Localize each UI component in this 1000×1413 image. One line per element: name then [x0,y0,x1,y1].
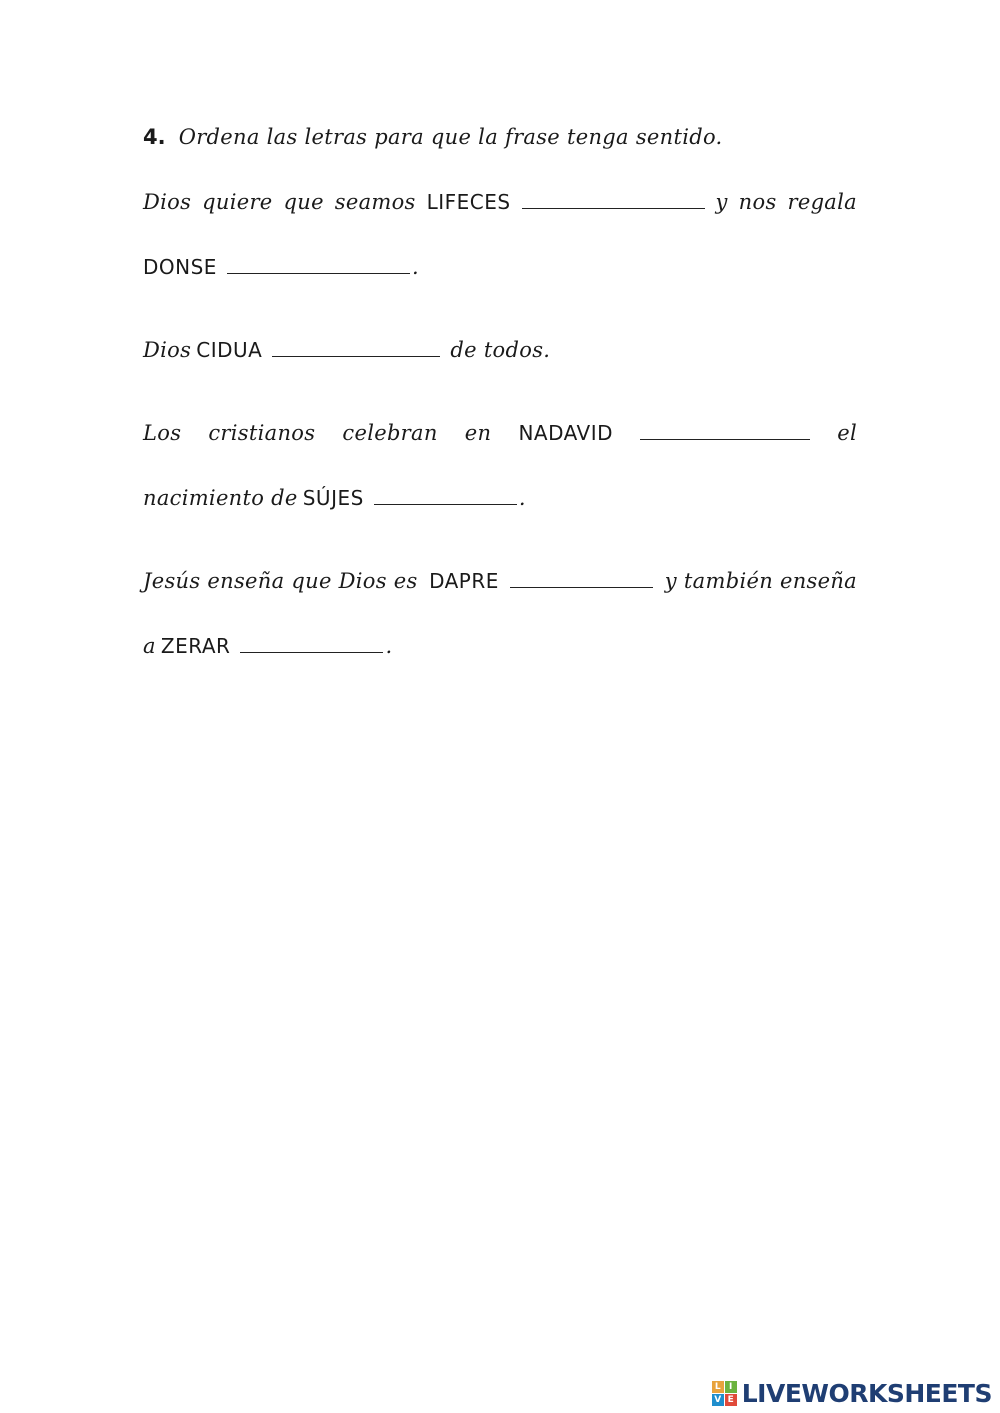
sentence-3-line-2 [143,483,857,513]
liveworksheets-logo[interactable] [712,1378,992,1408]
sentence-4-line-2 [143,631,857,661]
sentence-end: . [411,255,419,279]
sentence-text: de todos. [450,338,551,362]
sentence-2-line-1 [143,335,857,365]
exercise-instruction: Ordena las letras para que la frase tenga sentido. [178,125,723,149]
word: nos [738,190,777,214]
scrambled-word-nadavid: NADAVID [518,421,614,445]
sentence-1-line-1 [143,187,857,217]
answer-blank-5[interactable] [374,484,517,505]
word: cristianos [208,421,316,445]
scrambled-word-lifeces: LIFECES [426,190,511,214]
liveworksheets-icon [712,1381,737,1406]
answer-blank-1[interactable] [522,188,705,209]
scrambled-word-zerar: ZERAR [160,634,231,658]
scrambled-word-dapre: DAPRE [429,569,499,593]
sentence-text: a [143,634,156,658]
sentence-text: nacimiento de [143,486,298,510]
sentence-1-line-2 [143,252,857,282]
answer-blank-2[interactable] [227,253,410,274]
answer-blank-3[interactable] [272,336,440,357]
brand-name: LIVEWORKSHEETS [741,1378,992,1408]
word: seamos [334,190,416,214]
sentence-3-line-1 [143,418,857,448]
scrambled-word-cidua: CIDUA [196,338,263,362]
logo-letter-v: V [712,1394,724,1406]
exercise-heading [143,122,857,152]
word: y [715,190,728,214]
word: regala [787,190,857,214]
scrambled-word-sujes: SÚJES [302,486,364,510]
sentence-text: Dios [143,338,192,362]
answer-blank-4[interactable] [640,419,810,440]
answer-blank-6[interactable] [510,567,653,588]
word: el [837,421,857,445]
word: en [464,421,492,445]
scrambled-word-donse: DONSE [143,255,217,279]
word: Los [143,421,182,445]
logo-letter-i: I [725,1381,737,1393]
sentence-text: y también enseña [664,569,857,593]
sentence-4-line-1 [143,566,857,596]
word: celebran [342,421,438,445]
word: que [283,190,324,214]
exercise-number: 4. [143,125,166,149]
sentence-end: . [385,634,393,658]
answer-blank-7[interactable] [240,632,383,653]
word: quiere [202,190,273,214]
sentence-end: . [518,486,526,510]
word: Dios [143,190,192,214]
logo-letter-l: L [712,1381,724,1393]
logo-letter-e: E [725,1394,737,1406]
sentence-text: Jesús enseña que Dios es [143,569,418,593]
